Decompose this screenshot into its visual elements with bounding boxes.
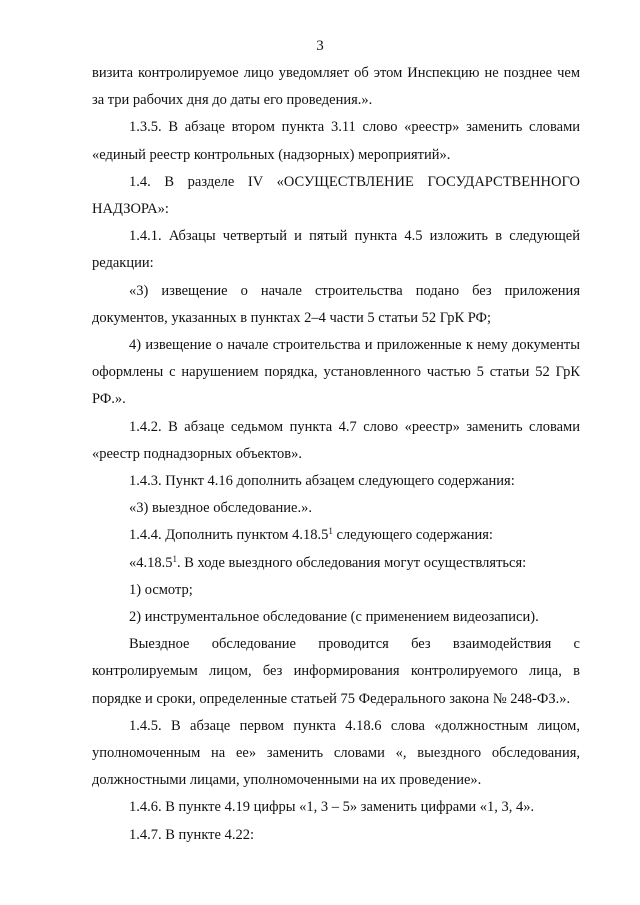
paragraph: 2) инструментальное обследование (с применением видеозаписи). xyxy=(129,609,539,626)
paragraph-text: «4.18.5 xyxy=(129,554,173,571)
paragraph: 1.3.5. В абзаце втором пункта 3.11 слово «реестр» заменить словами «единый реестр контрольных (надзорных) мероприятий». xyxy=(92,119,580,163)
superscript: 1 xyxy=(328,526,333,537)
paragraph xyxy=(92,522,580,549)
document-body xyxy=(92,60,580,849)
paragraph: 1.4.2. В абзаце седьмом пункта 4.7 слово «реестр» заменить словами «реестр поднадзорных объектов». xyxy=(92,418,580,462)
paragraph-text: следующего содержания: xyxy=(332,527,493,544)
paragraph: Выездное обследование проводится без взаимодействия с контролируемым лицом, без информирования контролируемого лица, в порядке и сроки, определенные статьей 75 Федерального закона № 248-ФЗ.». xyxy=(92,636,580,707)
paragraph: «3) извещение о начале строительства подано без приложения документов, указанных в пунктах 2–4 части 5 статьи 52 ГрК РФ; xyxy=(92,282,580,326)
paragraph: 1.4.7. В пункте 4.22: xyxy=(129,826,254,843)
paragraph: 1.4.5. В абзаце первом пункта 4.18.6 слова «должностным лицом, уполномоченным на ее» заменить словами «, выездного обследования, должностными лицами, уполномоченными на их проведение». xyxy=(92,717,580,789)
paragraph: 1) осмотр; xyxy=(129,581,193,598)
page-number: 3 xyxy=(316,38,324,54)
paragraph xyxy=(92,550,580,577)
paragraph: 1.4. В разделе IV «ОСУЩЕСТВЛЕНИЕ ГОСУДАРСТВЕННОГО НАДЗОРА»: xyxy=(92,173,580,218)
paragraph: «3) выездное обследование.». xyxy=(129,500,312,517)
paragraph: 1.4.3. Пункт 4.16 дополнить абзацем следующего содержания: xyxy=(129,473,515,490)
paragraph: 1.4.6. В пункте 4.19 цифры «1, 3 – 5» заменить цифрами «1, 3, 4». xyxy=(129,799,535,816)
paragraph-text: 1.4.4. Дополнить пунктом 4.18.5 xyxy=(129,527,329,544)
paragraph-text: . В ходе выездного обследования могут осуществляться: xyxy=(177,554,527,571)
paragraph: 1.4.1. Абзацы четвертый и пятый пункта 4.5 изложить в следующей редакции: xyxy=(92,228,580,272)
superscript: 1 xyxy=(172,553,177,564)
paragraph: 4) извещение о начале строительства и приложенные к нему документы оформлены с нарушением порядка, установленного частью 5 статьи 52 ГрК РФ.». xyxy=(92,337,580,408)
paragraph: визита контролируемое лицо уведомляет об этом Инспекцию не позднее чем за три рабочих дня до даты его проведения.». xyxy=(92,65,580,109)
